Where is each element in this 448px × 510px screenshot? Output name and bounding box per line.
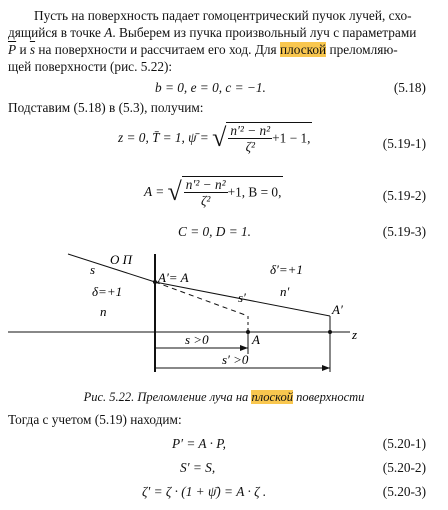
point-a-prime (328, 330, 332, 334)
caption-text: Рис. 5.22. Преломление луча на (83, 390, 252, 404)
text: . Выберем из пучка произвольный луч с параметрами (112, 25, 417, 40)
text: и (16, 42, 30, 57)
text: дящийся в точке (8, 25, 105, 40)
equation-number: (5.20-2) (382, 460, 426, 475)
equation-number: (5.19-3) (382, 224, 426, 239)
n-label: n (100, 304, 107, 319)
n-prime-label: n′ (280, 284, 290, 299)
equation-5-19-1 (118, 122, 312, 154)
paragraph-line-2 (8, 25, 416, 41)
equation-5-19-3: C = 0, D = 1. (178, 224, 251, 239)
eq-left: A = (144, 184, 165, 199)
a-label: A (252, 332, 260, 347)
equation-number: (5.20-3) (382, 484, 426, 499)
paragraph-line-1: Пусть на поверхность падает гомоцентрический пучок лучей, схо- (34, 8, 412, 23)
equation-5-20-2: S′ = S, (180, 460, 216, 475)
vector-s: $\overline{s}$ (29, 42, 36, 57)
text: на поверхности и рассчитаем его ход. Для (35, 42, 280, 57)
s-prime-vector-label: s′ (238, 290, 246, 305)
sqrt: √ $\frac{\text{n′² − n²}}{\text{ζ²}}$ +1, B = 0, (167, 177, 282, 208)
numerator: n′² − n² (185, 177, 226, 192)
caption-text: поверхности (292, 390, 365, 404)
figure-caption (0, 390, 448, 405)
sqrt: √ $\frac{\text{n′² − n²}}{\text{ζ²}}$ +1 − 1, (212, 123, 311, 154)
substitution-text: Подставим (5.18) в (5.3), получим: (8, 100, 204, 115)
point-a-eq (153, 280, 157, 284)
eq-right: +1 − 1, (272, 130, 311, 146)
highlighted-word: плоской (251, 390, 293, 404)
s-prime-gt-label: s′ >0 (222, 352, 249, 367)
delta-label: δ=+1 (92, 284, 123, 299)
equation-number: (5.19-1) (382, 136, 426, 151)
equation-number: (5.20-1) (382, 436, 426, 451)
equation-5-20-3: ζ′ = ζ · (1 + ψ̄) = A · ζ . (142, 484, 267, 499)
arrowhead (240, 345, 248, 351)
equation-number: (5.19-2) (382, 188, 426, 203)
denominator: ζ² (245, 139, 255, 154)
s-vector-label: s (90, 262, 96, 277)
equation-number: (5.18) (393, 80, 426, 95)
equation-5-20-1: P′ = A · P, (172, 436, 226, 451)
text: преломляю- (326, 42, 398, 57)
equation-5-19-2 (144, 176, 283, 208)
paragraph-line-4: щей поверхности (рис. 5.22): (8, 59, 173, 74)
figure-5-22 (0, 244, 448, 394)
z-label: z (352, 327, 358, 342)
denominator: ζ² (201, 193, 211, 208)
delta-prime-label: δ′=+1 (270, 262, 303, 277)
vector-p: $\overline{P}$ (8, 42, 17, 57)
then-text: Тогда с учетом (5.19) находим: (8, 412, 182, 427)
eq-right: +1, B = 0, (227, 184, 282, 200)
paragraph-line-3 (8, 42, 398, 58)
point-a (246, 330, 250, 334)
a-prime-label: A′ (332, 302, 343, 317)
equation-5-18: b = 0, e = 0, c = −1. (155, 80, 266, 95)
op-label: О П (110, 252, 133, 267)
numerator: n′² − n² (230, 123, 271, 138)
s-gt-label: s >0 (185, 332, 209, 347)
eq-left: z = 0, T̄ = 1, ψ̄ = (118, 130, 209, 145)
point-a: A (104, 25, 113, 40)
arrowhead (322, 365, 330, 371)
dashed-ray (155, 282, 248, 316)
a-eq-label: A′= A (158, 270, 189, 285)
highlighted-word: плоской (279, 42, 327, 57)
